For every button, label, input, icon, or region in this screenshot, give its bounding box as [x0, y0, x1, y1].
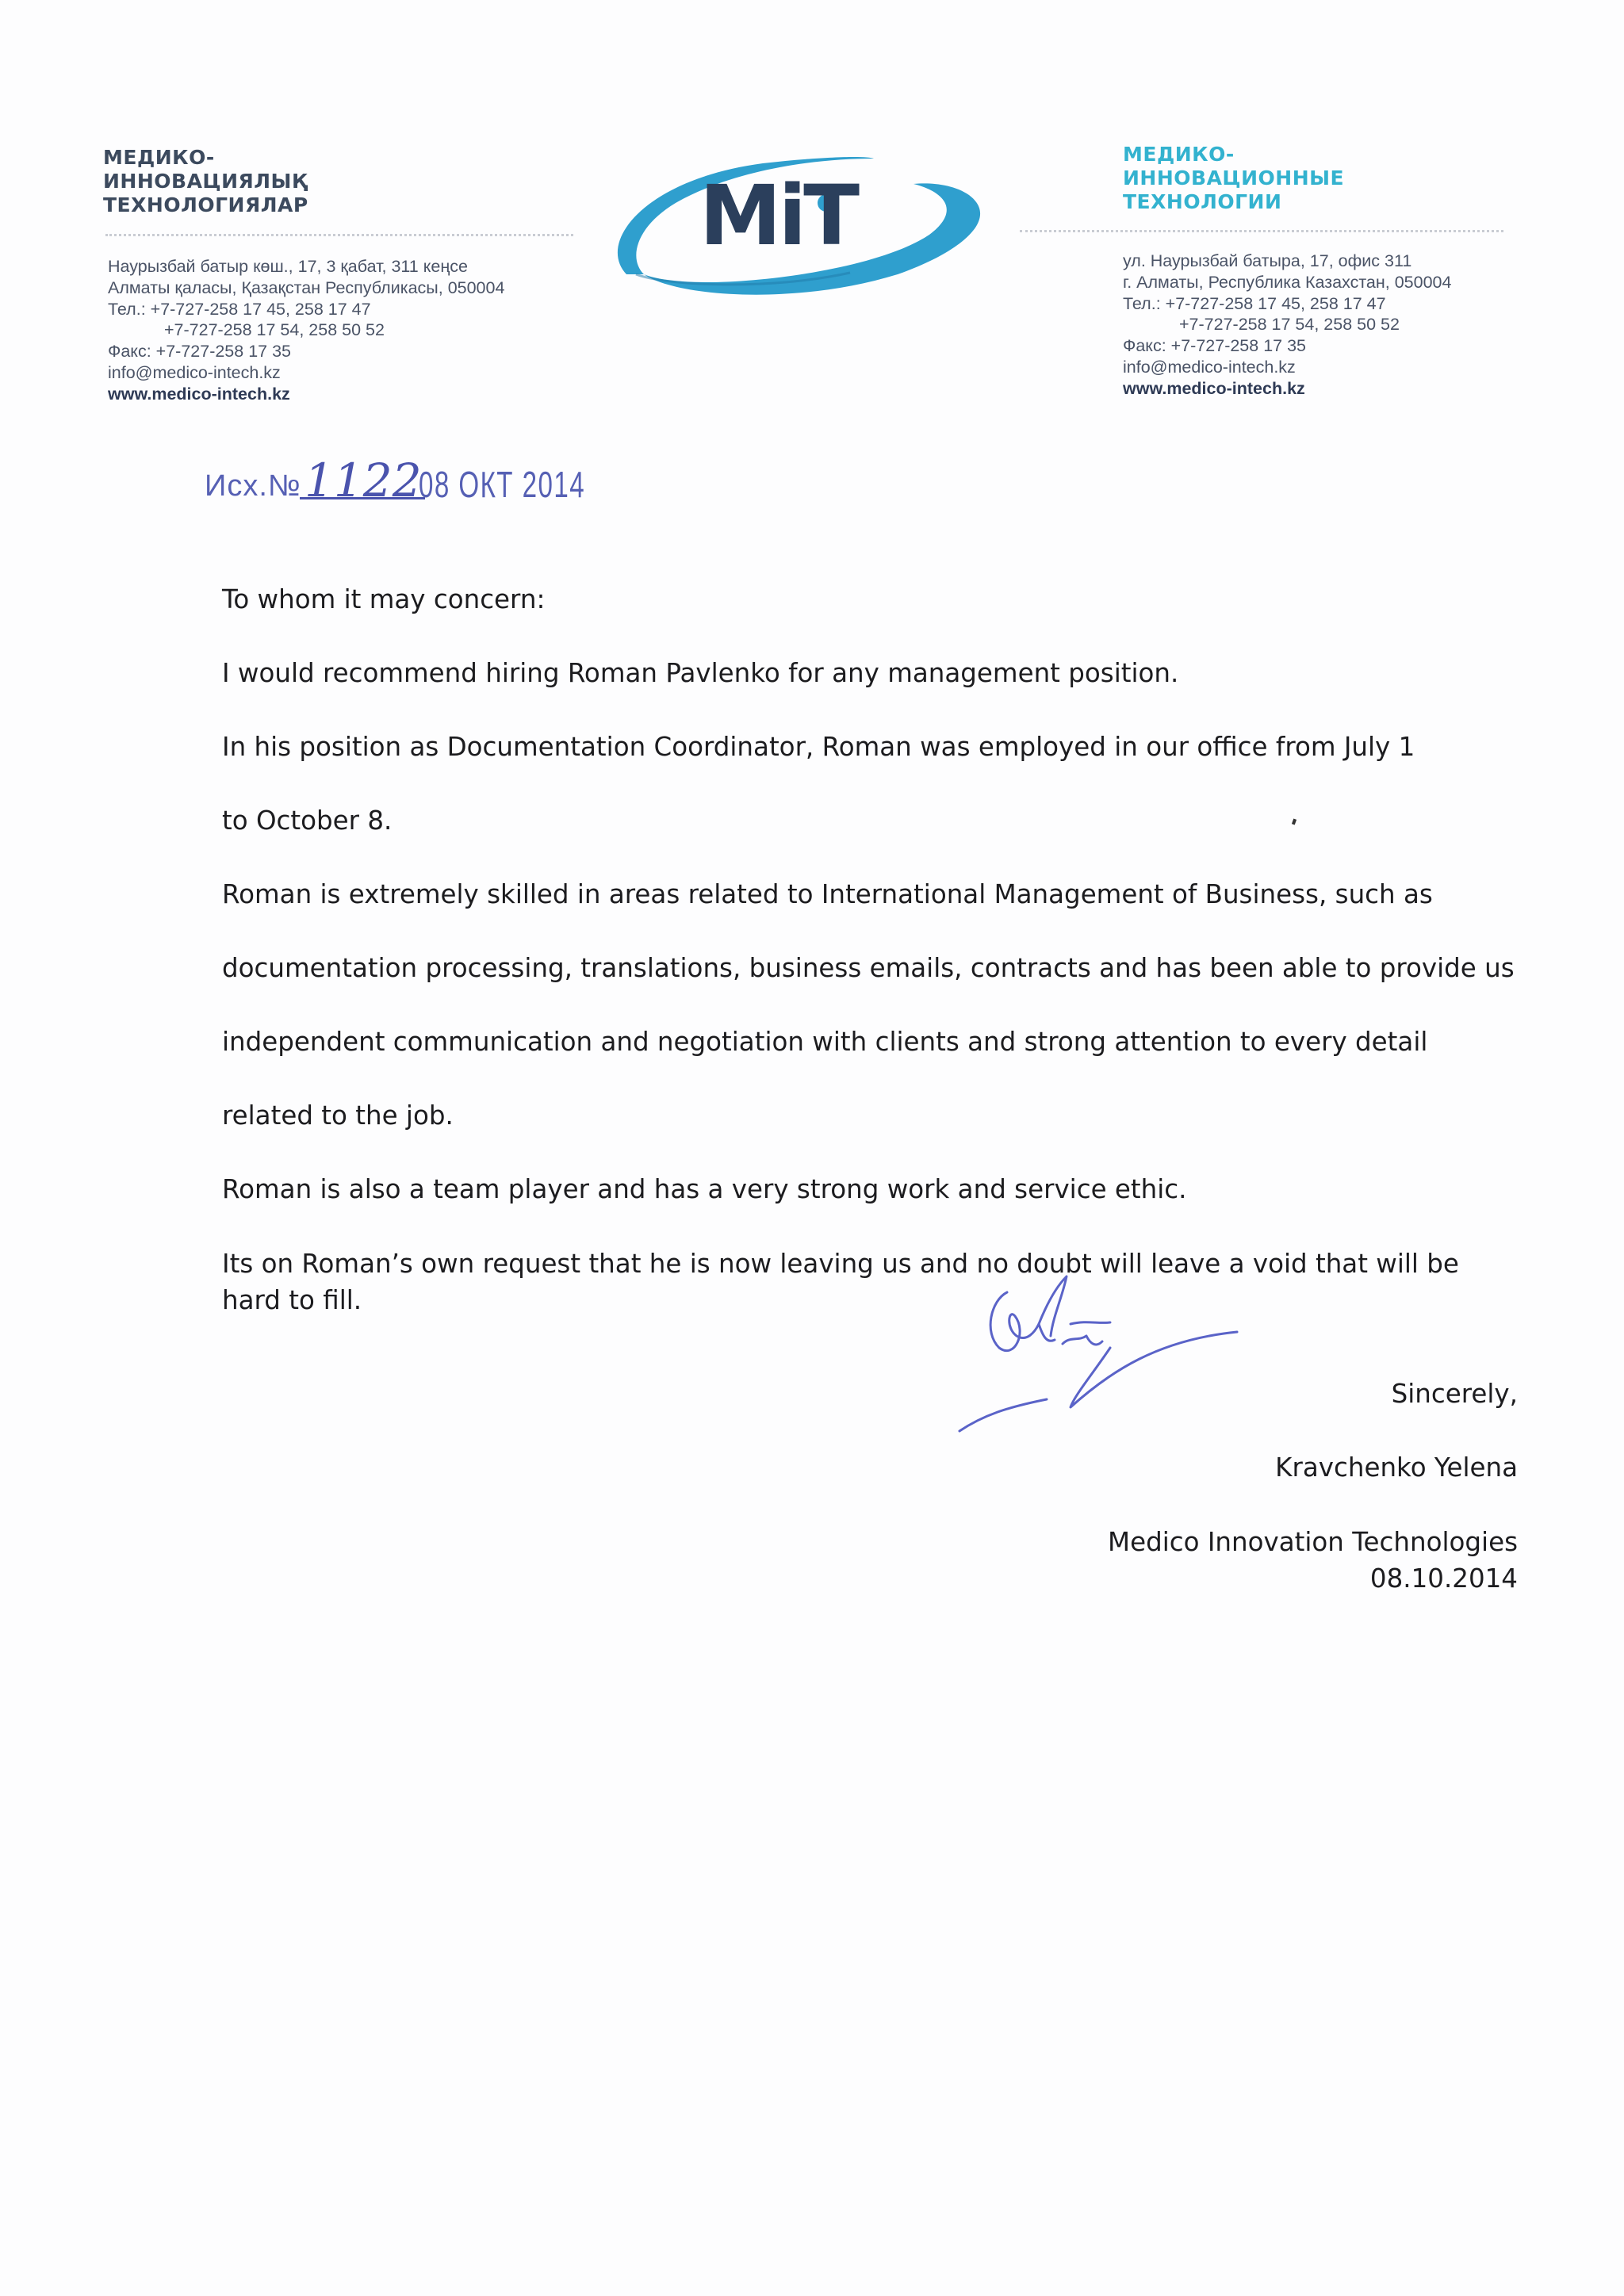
company-name-line: ТЕХНОЛОГИИ	[1123, 190, 1282, 213]
stamp-date: 08 ОКТ 2014	[419, 464, 586, 505]
phone-line: +7-727-258 17 54, 258 50 52	[1179, 315, 1400, 335]
company-name-line: ТЕХНОЛОГИЯЛАР	[103, 193, 308, 216]
paragraph: to October 8.	[222, 806, 393, 836]
company-name-line: ИННОВАЦИЯЛЫҚ	[103, 170, 308, 193]
company-name-line: МЕДИКО-	[1123, 143, 1235, 166]
logo-wordmark: MiT	[699, 167, 857, 264]
address-line: г. Алматы, Республика Казахстан, 050004	[1123, 272, 1452, 292]
phone-line: Тел.: +7-727-258 17 45, 258 17 47	[108, 299, 371, 319]
paragraph: independent communication and negotiation with clients and strong attention to every detail	[222, 1027, 1428, 1057]
email-link[interactable]: info@medico-intech.kz	[1123, 357, 1296, 377]
paragraph: Roman is extremely skilled in areas related to International Management of Business, such as	[222, 879, 1433, 909]
phone-line: +7-727-258 17 54, 258 50 52	[164, 320, 385, 340]
company-name-line: ИННОВАЦИОННЫЕ	[1123, 166, 1345, 189]
letter-body	[222, 563, 1522, 1318]
paragraph: related to the job.	[222, 1100, 454, 1131]
sign-off: Sincerely,	[1391, 1379, 1518, 1409]
address-line: ул. Наурызбай батыра, 17, офис 311	[1123, 251, 1412, 270]
website-link[interactable]: www.medico-intech.kz	[108, 384, 290, 404]
salutation: To whom it may concern:	[222, 584, 546, 614]
company-name: Medico Innovation Technologies	[1108, 1527, 1518, 1557]
contacts-kazakh	[108, 256, 504, 405]
company-name-kazakh	[103, 146, 308, 217]
header-divider-left	[105, 234, 573, 236]
paragraph: In his position as Documentation Coordinator, Roman was employed in our office from July 1	[222, 732, 1415, 762]
contacts-russian	[1123, 251, 1451, 400]
header-divider-right	[1020, 230, 1503, 232]
fax-line: Факс: +7-727-258 17 35	[108, 342, 291, 362]
stamp-handwritten-number: 1122	[304, 453, 422, 507]
paragraph: Roman is also a team player and has a very strong work and service ethic.	[222, 1174, 1187, 1204]
company-name-line: МЕДИКО-	[103, 146, 215, 169]
signer-name: Kravchenko Yelena	[1275, 1452, 1518, 1483]
paragraph: documentation processing, translations, business emails, contracts and has been able to provide us	[222, 953, 1515, 983]
stamp-prefix: Исх.№	[205, 469, 301, 503]
phone-line: Тел.: +7-727-258 17 45, 258 17 47	[1123, 293, 1386, 313]
fax-line: Факс: +7-727-258 17 35	[1123, 336, 1306, 356]
email-link[interactable]: info@medico-intech.kz	[108, 362, 281, 382]
address-line: Наурызбай батыр көш., 17, 3 қабат, 311 кеңсе	[108, 257, 468, 276]
letter-date: 08.10.2014	[1369, 1563, 1518, 1594]
handwritten-signature	[952, 1269, 1253, 1435]
company-name-russian	[1123, 143, 1344, 214]
paragraph: Its on Roman’s own request that he is now leaving us and no doubt will leave a void that will be hard to fill.	[222, 1249, 1459, 1315]
address-line: Алматы қаласы, Қазақстан Республикасы, 050004	[108, 277, 505, 297]
paragraph: I would recommend hiring Roman Pavlenko for any management position.	[222, 658, 1179, 688]
website-link[interactable]: www.medico-intech.kz	[1123, 378, 1305, 398]
